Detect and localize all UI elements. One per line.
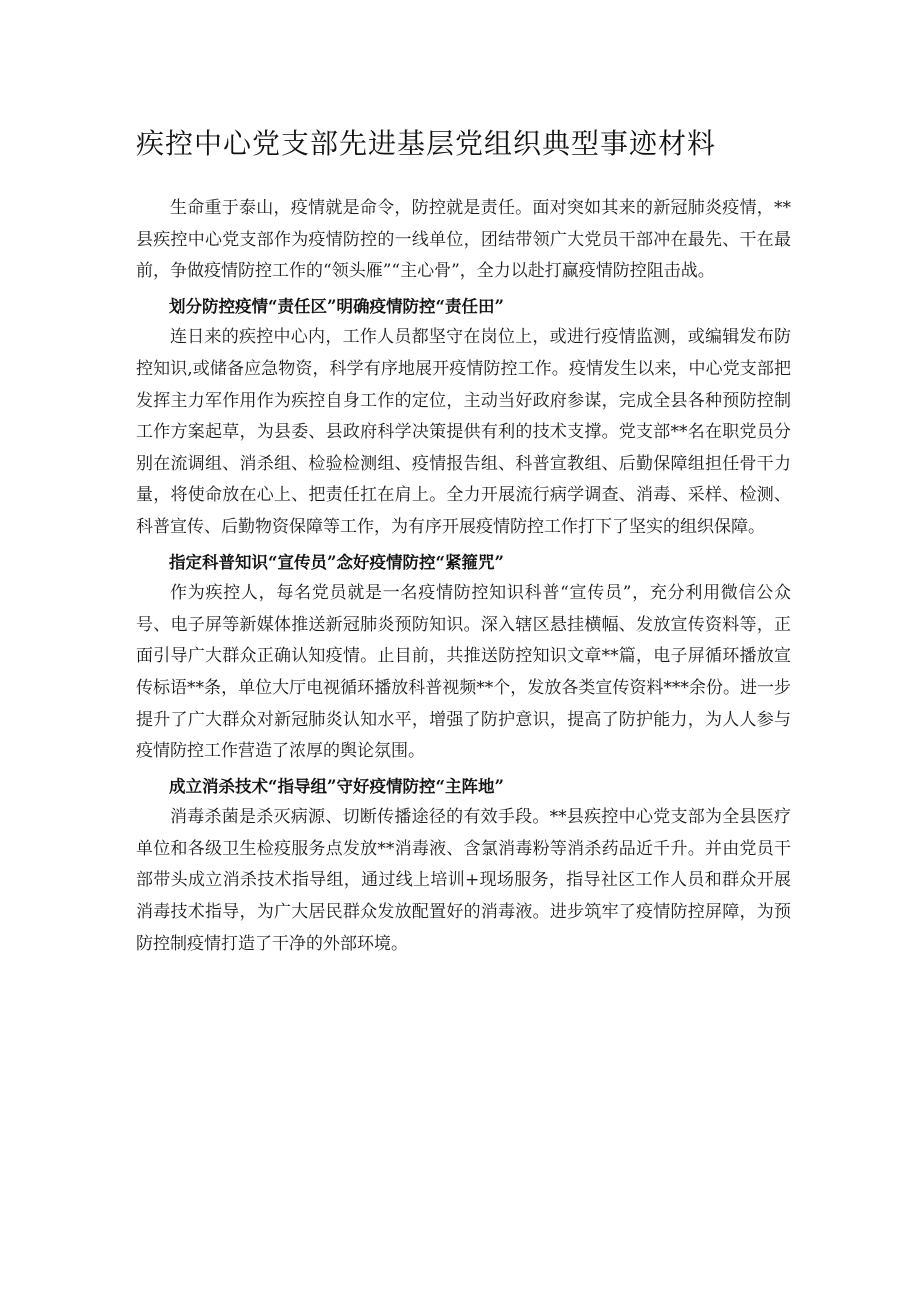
intro-paragraph: 生命重于泰山，疫情就是命令，防控就是责任。面对突如其来的新冠肺炎疫情，**县疾控中心党支部作为疫情防控的一线单位，团结带领广大党员干部冲在最先、干在最前，争做疫情防控工作的“领头雁”“主心骨”，全力以赴打赢疫情防控阻击战。 xyxy=(136,198,791,282)
section-heading-publicity: 指定科普知识“宣传员”念好疫情防控“紧箍咒” xyxy=(169,552,504,572)
document-title: 疾控中心党支部先进基层党组织典型事迹材料 xyxy=(136,127,717,160)
section-body-responsibility: 连日来的疾控中心内，工作人员都坚守在岗位上，或进行疫情监测，或编辑发布防控知识,或储备应急物资，科学有序地展开疫情防控工作。疫情发生以来，中心党支部把发挥主力军作用作为疾控自身工作的定位，主动当好政府参谋，完成全县各种预防控制工作方案起草，为县委、县政府科学决策提供有利的技术支撑。党支部**名在职党员分别在流调组、消杀组、检验检测组、疫情报告组、科普宣教组、后勤保障组担任骨干力量，将使命放在心上、把责任扛在肩上。全力开展流行病学调查、消毒、采样、检测、科普宣传、后勤物资保障等工作，为有序开展疫情防控工作打下了坚实的组织保障。 xyxy=(136,327,791,537)
section-heading-disinfection: 成立消杀技术“指导组”守好疫情防控“主阵地” xyxy=(169,776,504,796)
document-body xyxy=(136,193,791,960)
section-heading-responsibility: 划分防控疫情“责任区”明确疫情防控“责任田” xyxy=(169,296,504,316)
section-body-disinfection: 消毒杀菌是杀灭病源、切断传播途径的有效手段。**县疾控中心党支部为全县医疗单位和各级卫生检疫服务点发放**消毒液、含氯消毒粉等消杀药品近千升。并由党员干部带头成立消杀技术指导组，通过线上培训+现场服务，指导社区工作人员和群众开展消毒技术指导，为广大居民群众发放配置好的消毒液。进步筑牢了疫情防控屏障，为预防控制疫情打造了干净的外部环境。 xyxy=(136,807,791,954)
section-body-publicity: 作为疾控人，每名党员就是一名疫情防控知识科普“宣传员”，充分利用微信公众号、电子屏等新媒体推送新冠肺炎预防知识。深入辖区悬挂横幅、发放宣传资料等，正面引导广大群众正确认知疫情。止目前，共推送防控知识文章**篇，电子屏循环播放宣传标语**条，单位大厅电视循环播放科普视频**个，发放各类宣传资料***余份。进一步提升了广大群众对新冠肺炎认知水平，增强了防护意识，提高了防护能力，为人人参与疫情防控工作营造了浓厚的舆论氛围。 xyxy=(136,583,791,762)
